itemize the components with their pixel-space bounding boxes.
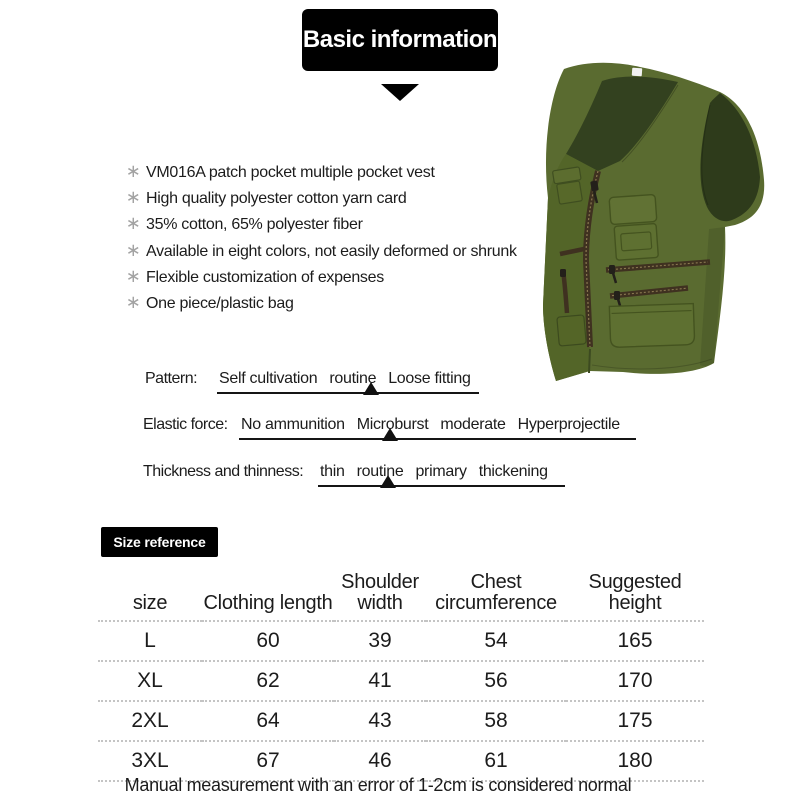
option-selected: routine [356,463,404,480]
cell-value: 60 [202,621,334,661]
column-header-chest-circumference: Chest circumference [435,571,557,614]
feature-text: High quality polyester cotton yarn card [146,190,407,208]
section-title-size-reference [101,527,218,557]
option-selected: Microburst [356,416,429,433]
attribute-label-thickness: Thickness and thinness: [143,463,304,480]
attribute-label-pattern: Pattern: [145,370,198,387]
cell-value: 46 [334,741,426,781]
option: Loose fitting [388,370,471,387]
cell-value: 56 [426,661,566,701]
cell-value: 61 [426,741,566,781]
selected-option-marker-icon [363,382,379,395]
cell-value: 67 [202,741,334,781]
cell-value: 43 [334,701,426,741]
vest-armhole [700,93,760,221]
cell-value: 180 [566,741,704,781]
attribute-options-pattern [217,370,479,394]
asterisk-bullet-icon: ∗ [125,161,141,181]
cell-size: 2XL [98,701,202,741]
measurement-note: Manual measurement with an error of 1-2cm is considered normal [124,775,632,795]
attribute-options-elastic-force [239,416,636,440]
option: Hyperprojectile [517,416,620,433]
option: primary [415,463,467,480]
cell-value: 64 [202,701,334,741]
asterisk-bullet-icon: ∗ [125,292,141,313]
column-header-shoulder-width: Shoulder width [341,571,419,614]
feature-text: Flexible customization of expenses [146,268,384,286]
option: thickening [478,463,548,480]
feature-item [120,264,556,290]
selected-option-marker-icon [380,475,396,488]
feature-item [120,290,556,316]
cell-value: 41 [334,661,426,701]
column-header-clothing-length: Clothing length [203,592,333,614]
cell-value: 54 [426,621,566,661]
chest-pocket [609,194,659,260]
feature-text: Available in eight colors, not easily deformed or shrunk [146,242,517,260]
cell-size: XL [98,661,202,701]
cell-value: 170 [566,661,704,701]
patch-pocket [609,304,694,348]
option: No ammunition [241,416,345,433]
attribute-label-elastic-force: Elastic force: [143,416,228,433]
feature-item [120,159,556,185]
asterisk-bullet-icon: ∗ [125,265,141,286]
page-title: Basic information [302,26,498,53]
asterisk-bullet-icon: ∗ [125,239,141,260]
option: thin [320,463,345,480]
table-header-row [98,556,704,621]
cell-value: 165 [566,621,704,661]
table-row [98,701,704,741]
cell-value: 58 [426,701,566,741]
cell-value: 175 [566,701,704,741]
size-table [98,556,704,782]
asterisk-bullet-icon: ∗ [125,213,141,234]
hem-slit [589,349,590,373]
selected-option-marker-icon [382,428,398,441]
column-header-suggested-height: Suggested height [588,571,682,614]
feature-item [120,185,556,211]
table-row [98,661,704,701]
cell-value: 39 [334,621,426,661]
column-header-size: size [132,592,168,614]
feature-text: VM016A patch pocket multiple pocket vest [146,164,435,181]
feature-text: 35% cotton, 65% polyester fiber [146,216,363,234]
feature-text: One piece/plastic bag [146,295,294,313]
neck-tag [632,68,643,77]
feature-list [120,159,556,316]
table-row [98,621,704,661]
size-reference-label: Size reference [113,534,206,550]
section-title-basic-information [302,9,498,71]
option: Self cultivation [219,370,318,387]
cell-size: L [98,621,202,661]
cell-value: 62 [202,661,334,701]
cell-size: 3XL [98,741,202,781]
vest-product-image [528,55,790,387]
arrow-down-icon [381,84,419,101]
feature-item [120,211,556,237]
option: moderate [440,416,506,433]
asterisk-bullet-icon: ∗ [125,187,141,208]
option-selected: routine [329,370,377,387]
attribute-options-thickness [318,463,565,487]
feature-item [120,238,556,264]
